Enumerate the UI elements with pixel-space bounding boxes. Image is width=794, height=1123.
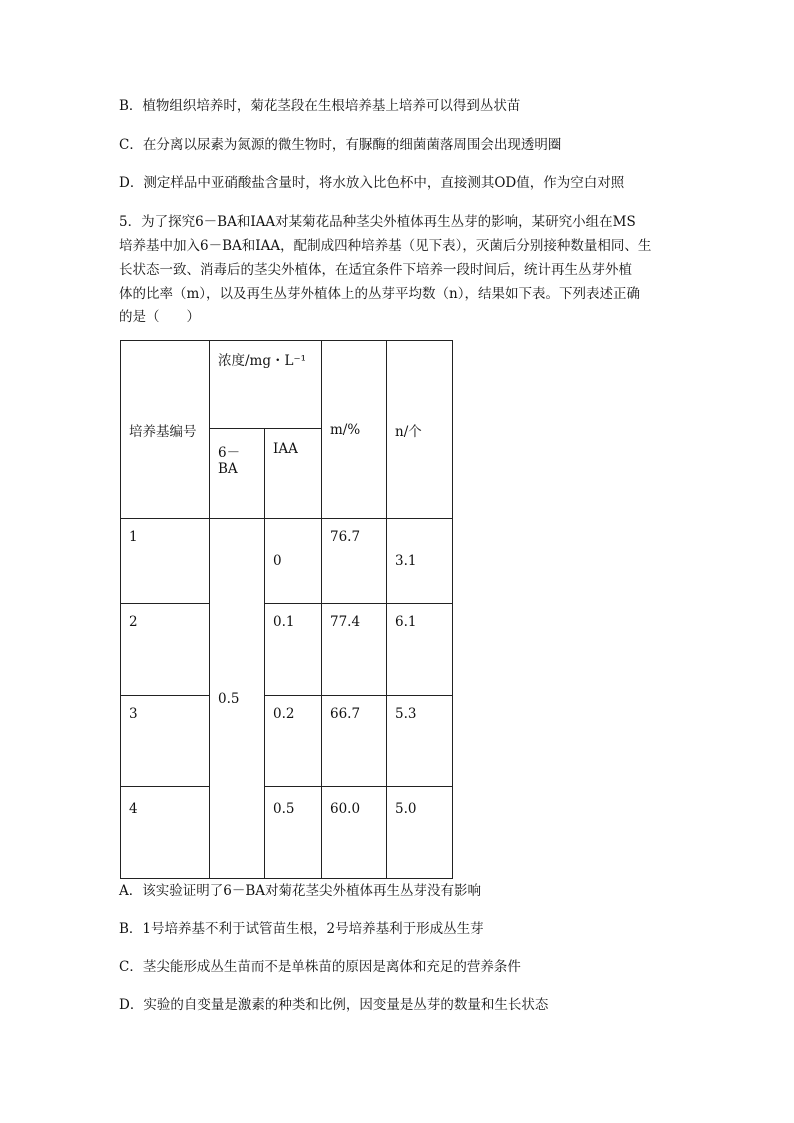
header-iaa: IAA	[265, 429, 322, 519]
option-a: A．该实验证明了6－BA对菊花茎尖外植体再生丛芽没有影响	[119, 883, 482, 899]
stem-line: 的是（ ）	[119, 309, 200, 325]
header-m: m/%	[322, 341, 387, 519]
table-row	[121, 604, 453, 696]
stem-line: 体的比率（m），以及再生丛芽外植体上的丛芽平均数（n），结果如下表。下列表述正确	[119, 286, 640, 302]
header-medium-no: 培养基编号	[121, 341, 210, 519]
table-row	[121, 696, 453, 787]
option-c: C．茎尖能形成丛生苗而不是单株苗的原因是离体和充足的营养条件	[119, 959, 521, 975]
cell-no: 2	[121, 604, 210, 696]
cell-no: 4	[121, 787, 210, 879]
cell-m: 76.7	[322, 519, 387, 604]
cell-m: 66.7	[322, 696, 387, 787]
cell-iaa: 0.1	[265, 604, 322, 696]
cell-n: 5.0	[387, 787, 453, 879]
cell-n: 6.1	[387, 604, 453, 696]
cell-m: 60.0	[322, 787, 387, 879]
cell-6ba: 0.5	[210, 519, 265, 879]
cell-no: 3	[121, 696, 210, 787]
option-b: B．1号培养基不利于试管苗生根，2号培养基利于形成丛生芽	[119, 921, 484, 937]
prev-option-b: B．植物组织培养时，菊花茎段在生根培养基上培养可以得到丛状苗	[119, 98, 521, 114]
option-d: D．实验的自变量是激素的种类和比例，因变量是丛芽的数量和生长状态	[119, 997, 549, 1013]
stem-line: 5．为了探究6－BA和IAA对某菊花品种茎尖外植体再生丛芽的影响，某研究小组在MS	[119, 214, 636, 230]
header-6ba: 6－BA	[210, 429, 265, 519]
prev-option-d: D．测定样品中亚硝酸盐含量时，将水放入比色杯中，直接测其OD值，作为空白对照	[119, 175, 625, 191]
cell-n: 3.1	[387, 519, 453, 604]
header-n: n/个	[387, 341, 453, 519]
cell-m: 77.4	[322, 604, 387, 696]
cell-iaa: 0.2	[265, 696, 322, 787]
table-row	[121, 519, 453, 604]
results-table	[120, 340, 453, 879]
cell-iaa: 0	[265, 519, 322, 604]
header-concentration: 浓度/mg・L⁻¹	[210, 341, 322, 429]
cell-n: 5.3	[387, 696, 453, 787]
prev-option-c: C．在分离以尿素为氮源的微生物时，有脲酶的细菌菌落周围会出现透明圈	[119, 137, 562, 153]
stem-line: 长状态一致、消毒后的茎尖外植体，在适宜条件下培养一段时间后，统计再生丛芽外植	[119, 262, 632, 278]
cell-no: 1	[121, 519, 210, 604]
stem-line: 培养基中加入6－BA和IAA，配制成四种培养基（见下表），灭菌后分别接种数量相同、生	[119, 238, 652, 254]
table-row	[121, 787, 453, 879]
cell-iaa: 0.5	[265, 787, 322, 879]
